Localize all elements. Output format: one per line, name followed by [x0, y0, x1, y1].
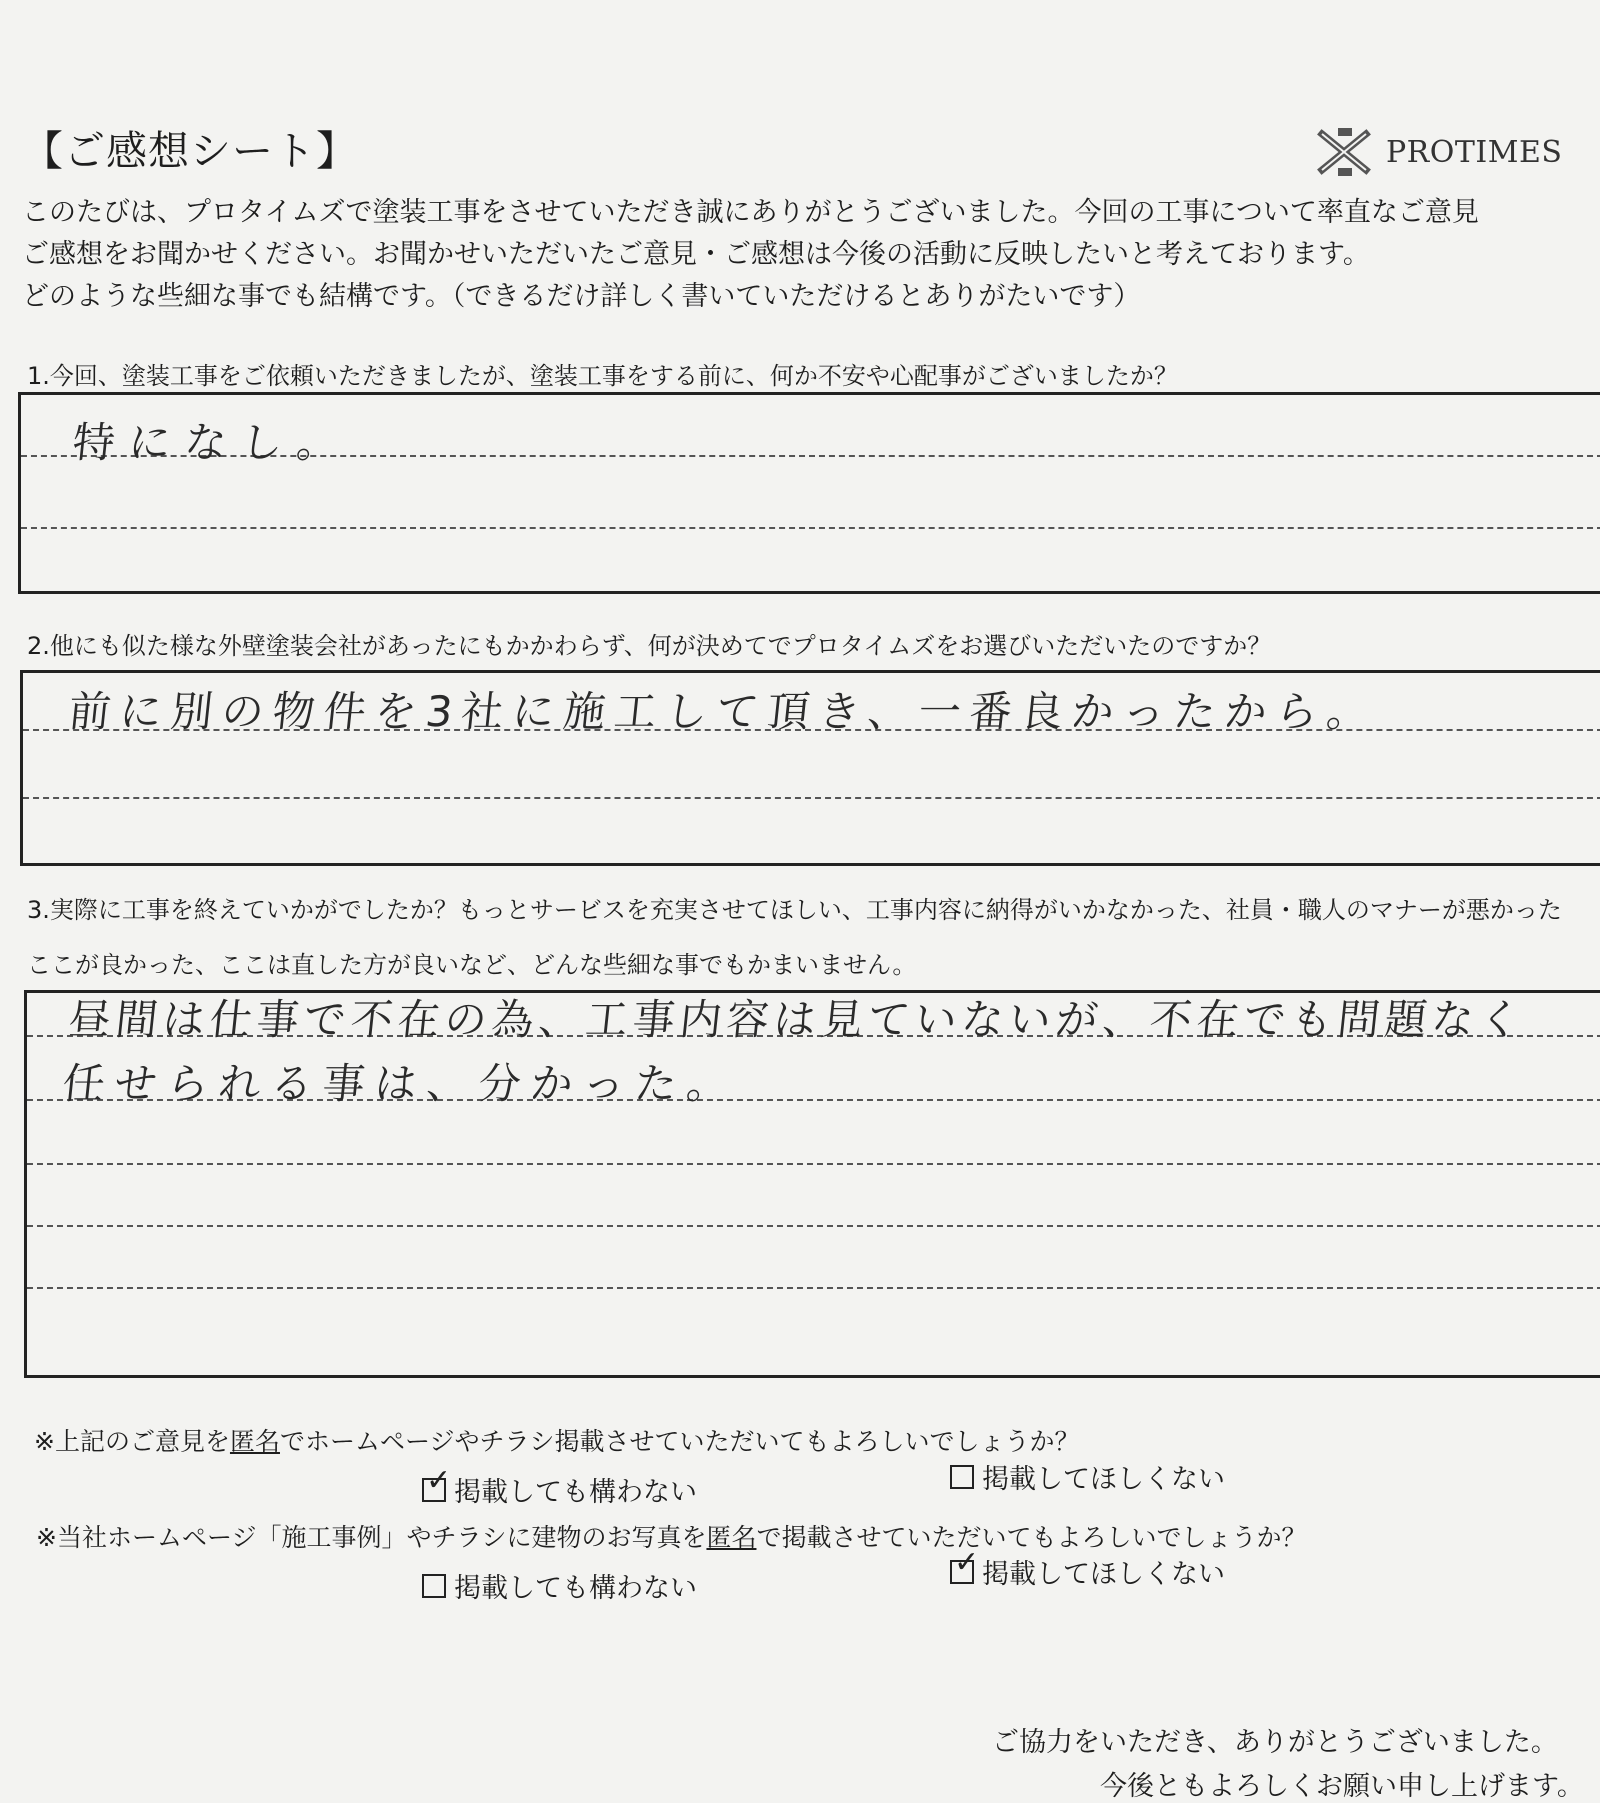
ruled-line — [21, 527, 1600, 529]
handwritten-answer-3-line-1: 昼間は仕事で不在の為、工事内容は見ていないが、不在でも問題なく — [66, 995, 1529, 1044]
consent-2-question: ※当社ホームページ「施工事例」やチラシに建物のお写真を匿名で掲載させていただいてもよろしいでしょうか？ — [36, 1523, 1307, 1552]
question-3-label-line-2: ここが良かった、ここは直した方が良いなど、どんな些細な事でもかまいません。 — [27, 951, 917, 979]
sheet-title: 【ご感想シート】 — [22, 127, 358, 175]
question-3-label-line-1: 3.実際に工事を終えていかがでしたか？もっとサービスを充実させてほしい、工事内容に納得がいかなかった、社員・職人のマナーが悪かった — [27, 896, 1562, 924]
question-1-label: 1.今回、塗装工事をご依頼いただきましたが、塗装工事をする前に、何か不安や心配事がございましたか？ — [27, 362, 1178, 390]
consent-2-deny-option[interactable] — [950, 1544, 1225, 1591]
option-label: 掲載してほしくない — [982, 1559, 1225, 1590]
handwritten-answer-3-line-2: 任せられる事は、分かった。 — [60, 1059, 742, 1108]
check-mark-icon: ✓ — [954, 1544, 980, 1580]
closing-line-1: ご協力をいただき、ありがとうございました。 — [992, 1727, 1558, 1758]
consent-1-deny-option[interactable] — [950, 1457, 1225, 1496]
option-label: 掲載しても構わない — [454, 1573, 697, 1604]
protimes-logo-mark-icon — [1316, 126, 1374, 178]
question-2-label: 2.他にも似た様な外壁塗装会社があったにもかかわらず、何が決めてでプロタイムズをお選びいただいたのですか？ — [27, 632, 1272, 660]
answer-box-1[interactable] — [18, 392, 1600, 594]
consent-2-allow-option[interactable] — [422, 1566, 697, 1605]
answer-box-3[interactable] — [24, 990, 1600, 1378]
option-label: 掲載してほしくない — [982, 1464, 1225, 1495]
consent-2-allow-checkbox[interactable] — [422, 1574, 446, 1598]
ruled-line — [27, 1225, 1600, 1227]
ruled-line — [23, 797, 1600, 799]
intro-line-3: どのような些細な事でも結構です。（できるだけ詳しく書いていただけるとありがたいです） — [22, 281, 1141, 312]
intro-line-2: ご感想をお聞かせください。お聞かせいただいたご意見・ご感想は今後の活動に反映したいと考えております。 — [22, 239, 1370, 270]
consent-1-allow-checkbox[interactable] — [422, 1462, 452, 1502]
logo-wordmark: PROTIMES — [1386, 134, 1563, 170]
consent-2-deny-checkbox[interactable] — [950, 1544, 980, 1584]
intro-line-1: このたびは、プロタイムズで塗装工事をさせていただき誠にありがとうございました。今回の工事について率直なご意見 — [22, 197, 1479, 228]
check-mark-icon: ✓ — [426, 1462, 452, 1498]
brand-logo — [1316, 126, 1562, 178]
consent-1-allow-option[interactable] — [422, 1462, 697, 1509]
option-label: 掲載しても構わない — [454, 1477, 697, 1508]
ruled-line — [27, 1163, 1600, 1165]
consent-1-question: ※上記のご意見を匿名でホームページやチラシ掲載させていただいてもよろしいでしょうか？ — [34, 1427, 1080, 1456]
ruled-line — [27, 1287, 1600, 1289]
consent-1-deny-checkbox[interactable] — [950, 1465, 974, 1489]
handwritten-answer-1: 特になし。 — [70, 418, 356, 467]
handwritten-answer-2: 前に別の物件を3社に施工して頂き、一番良かったから。 — [66, 687, 1381, 736]
answer-box-2[interactable] — [20, 670, 1600, 866]
closing-line-2: 今後ともよろしくお願い申し上げます。 — [1100, 1771, 1584, 1802]
